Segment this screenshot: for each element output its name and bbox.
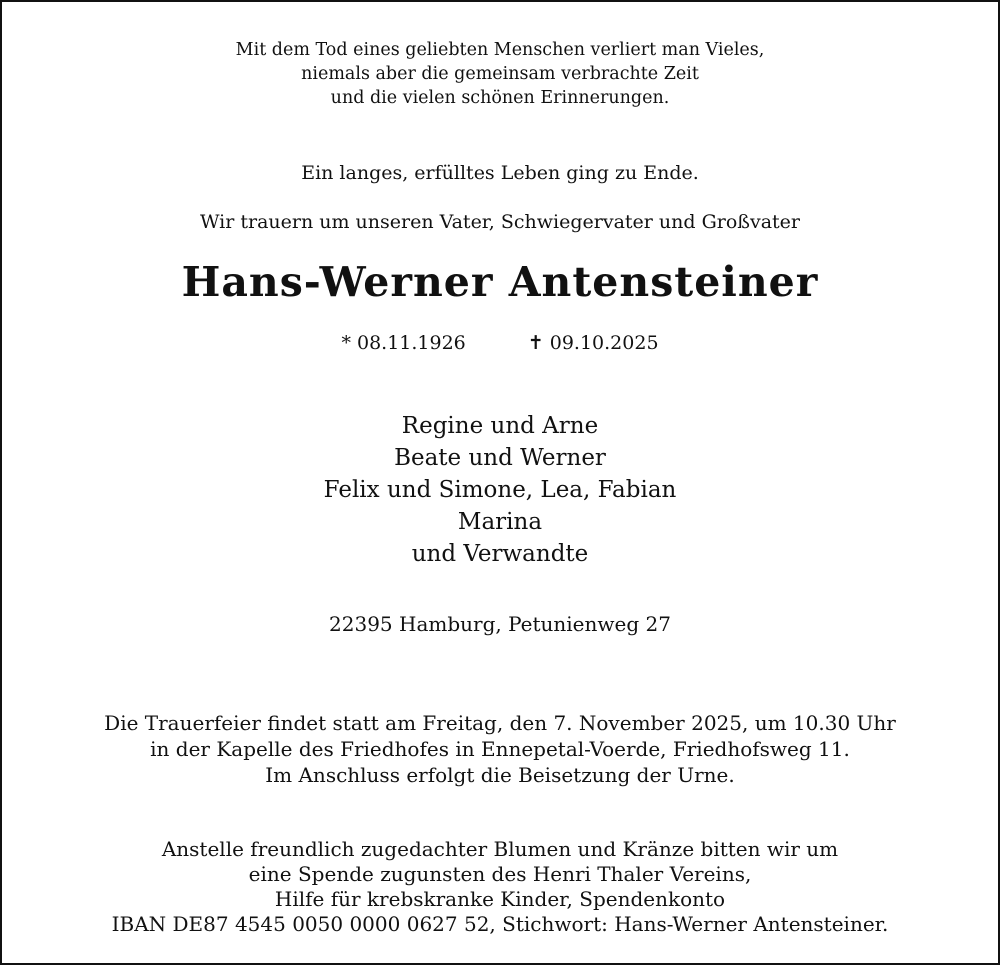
intro-quote-line-2: niemals aber die gemeinsam verbrachte Zeit [301,64,699,84]
donation-info-line-4: IBAN DE87 4545 0050 0000 0627 52, Stichwort: Hans-Werner Antensteiner. [111,912,889,936]
deceased-name: Hans-Werner Antensteiner [181,258,819,306]
funeral-info-line-2: in der Kapelle des Friedhofes in Ennepetal-Voerde, Friedhofsweg 11. [150,737,850,761]
donation-info-line-3: Hilfe für krebskranke Kinder, Spendenkonto [274,887,726,911]
birth-date: 08.11.1926 [356,332,466,354]
mourner-line-4: Marina [457,509,543,535]
life-statement: Ein langes, erfülltes Leben ging zu Ende. [301,162,699,184]
intro-quote-line-1: Mit dem Tod eines geliebten Menschen verliert man Vieles, [235,40,765,60]
life-dates [2,334,998,353]
death-cross-icon: ✝ [527,332,544,354]
birth-symbol: * [341,332,351,354]
mourner-line-1: Regine und Arne [401,413,599,439]
death-date: 09.10.2025 [549,332,659,354]
intro-quote-line-3: und die vielen schönen Erinnerungen. [330,88,670,108]
mourner-line-5: und Verwandte [411,541,589,567]
mourner-line-3: Felix und Simone, Lea, Fabian [323,477,677,503]
funeral-info-line-1: Die Trauerfeier findet statt am Freitag, den 7. November 2025, um 10.30 Uhr [104,711,896,735]
mourning-statement: Wir trauern um unseren Vater, Schwiegervater und Großvater [199,211,801,233]
donation-info-line-2: eine Spende zugunsten des Henri Thaler Vereins, [248,862,752,886]
family-address: 22395 Hamburg, Petunienweg 27 [329,612,671,636]
funeral-info-line-3: Im Anschluss erfolgt die Beisetzung der Urne. [265,763,735,787]
donation-info-line-1: Anstelle freundlich zugedachter Blumen und Kränze bitten wir um [161,837,839,861]
mourner-line-2: Beate und Werner [394,445,606,471]
